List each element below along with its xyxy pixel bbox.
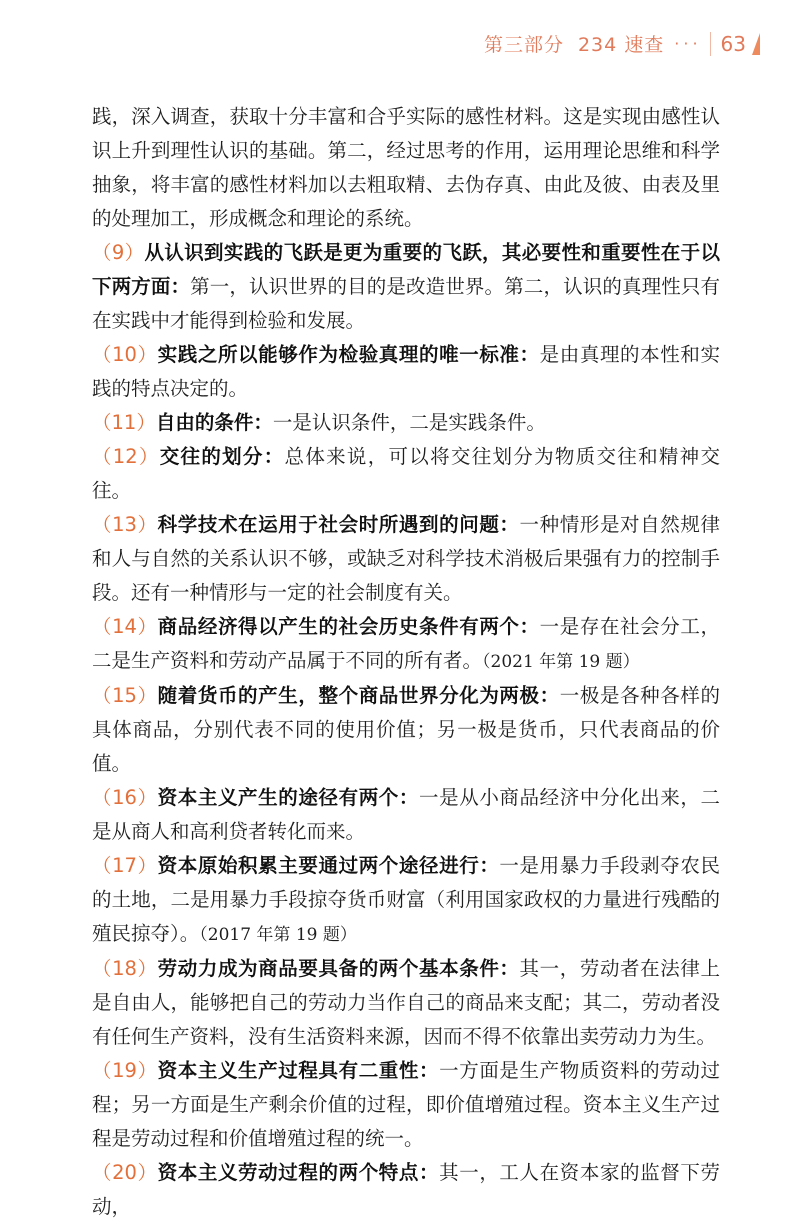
item-heading: 从认识到实践的飞跃是更为重要的飞跃，其必要性和重要性在于以下两方面： — [92, 241, 720, 298]
item-number: （17） — [92, 854, 158, 877]
item-number: （10） — [92, 343, 158, 366]
header-dots: ··· — [674, 34, 702, 53]
page-number: 63 — [720, 31, 746, 56]
item-body: 第一，认识世界的目的是改造世界。第二，认识的真理性只有在实践中才能得到检验和发展。 — [92, 275, 720, 332]
item-body: 一是用暴力手段剥夺农民的土地，二是用暴力手段掠夺货币财富（利用国家政权的力量进行残酷的殖民掠夺）。 — [92, 854, 720, 945]
item-heading: 自由的条件： — [155, 411, 273, 434]
item-number: （11） — [92, 411, 156, 434]
exam-citation: （2017 年第 19 题） — [199, 925, 357, 945]
list-item — [92, 952, 720, 1054]
item-number: （13） — [92, 513, 158, 536]
item-body: 一是存在社会分工，二是生产资料和劳动产品属于不同的所有者。 — [92, 615, 720, 672]
intro-paragraph: 践，深入调查，获取十分丰富和合乎实际的感性材料。这是实现由感性认识上升到理性认识的基础。第二，经过思考的作用，运用理论思维和科学抽象，将丰富的感性材料加以去粗取精、去伪存真、由此及彼、由表及里的处理加工，形成概念和理论的系统。 — [92, 105, 720, 230]
list-item — [92, 679, 720, 781]
page-body — [92, 100, 720, 1224]
item-number: （20） — [92, 1161, 158, 1184]
item-body: 一是认识条件，二是实践条件。 — [272, 411, 546, 434]
exam-citation: （2021 年第 19 题） — [482, 652, 640, 672]
list-item — [92, 508, 720, 610]
item-body: 一极是各种各样的具体商品，分别代表不同的使用价值；另一极是货币，只代表商品的价值。 — [92, 684, 720, 775]
item-number: （14） — [92, 615, 158, 638]
list-item — [92, 338, 720, 406]
section-title: 第三部分 — [483, 34, 564, 56]
item-heading: 商品经济得以产生的社会历史条件有两个： — [157, 615, 540, 638]
item-body: 其一，劳动者在法律上是自由人，能够把自己的劳动力当作自己的商品来支配；其二，劳动者没有任何生产资料，没有生活资料来源，因而不得不依靠出卖劳动力为生。 — [92, 957, 720, 1048]
item-heading: 实践之所以能够作为检验真理的唯一标准： — [157, 343, 540, 366]
item-body: 其一，工人在资本家的监督下劳动， — [92, 1161, 720, 1218]
item-heading: 科学技术在运用于社会时所遇到的问题： — [157, 513, 520, 536]
item-body: 总体来说，可以将交往划分为物质交往和精神交往。 — [92, 445, 720, 502]
list-item — [92, 610, 720, 679]
list-item — [92, 849, 720, 952]
list-item — [92, 1054, 720, 1156]
item-heading: 劳动力成为商品要具备的两个基本条件： — [157, 957, 520, 980]
item-heading: 资本主义产生的途径有两个： — [157, 786, 420, 809]
page-header — [484, 30, 760, 57]
item-number: （19） — [92, 1059, 158, 1082]
item-heading: 交往的划分： — [159, 445, 285, 468]
item-heading: 资本原始积累主要通过两个途径进行： — [157, 854, 500, 877]
item-body: 一方面是生产物质资料的劳动过程；另一方面是生产剩余价值的过程，即价值增殖过程。资本主义生产过程是劳动过程和价值增殖过程的统一。 — [92, 1059, 720, 1150]
list-item — [92, 236, 720, 338]
item-body: 是由真理的本性和实践的特点决定的。 — [92, 343, 720, 400]
item-number: （9） — [92, 241, 145, 264]
page-corner-decoration — [752, 33, 760, 55]
list-item — [92, 406, 720, 440]
item-heading: 资本主义劳动过程的两个特点： — [157, 1161, 440, 1184]
item-heading: 资本主义生产过程具有二重性： — [157, 1059, 440, 1082]
item-number: （18） — [92, 957, 158, 980]
item-body: 一种情形是对自然规律和人与自然的关系认识不够，或缺乏对科学技术消极后果强有力的控制手段。还有一种情形与一定的社会制度有关。 — [92, 513, 720, 604]
list-item — [92, 1156, 720, 1224]
item-heading: 随着货币的产生，整个商品世界分化为两极： — [157, 684, 560, 707]
item-body: 一是从小商品经济中分化出来，二是从商人和高利贷者转化而来。 — [92, 786, 720, 843]
item-number: （16） — [92, 786, 158, 809]
section-subtitle: 234 速查 — [577, 34, 665, 56]
item-number: （15） — [92, 684, 158, 707]
list-item — [92, 440, 720, 508]
item-number: （12） — [92, 445, 160, 468]
list-item — [92, 781, 720, 849]
header-divider — [710, 32, 711, 56]
